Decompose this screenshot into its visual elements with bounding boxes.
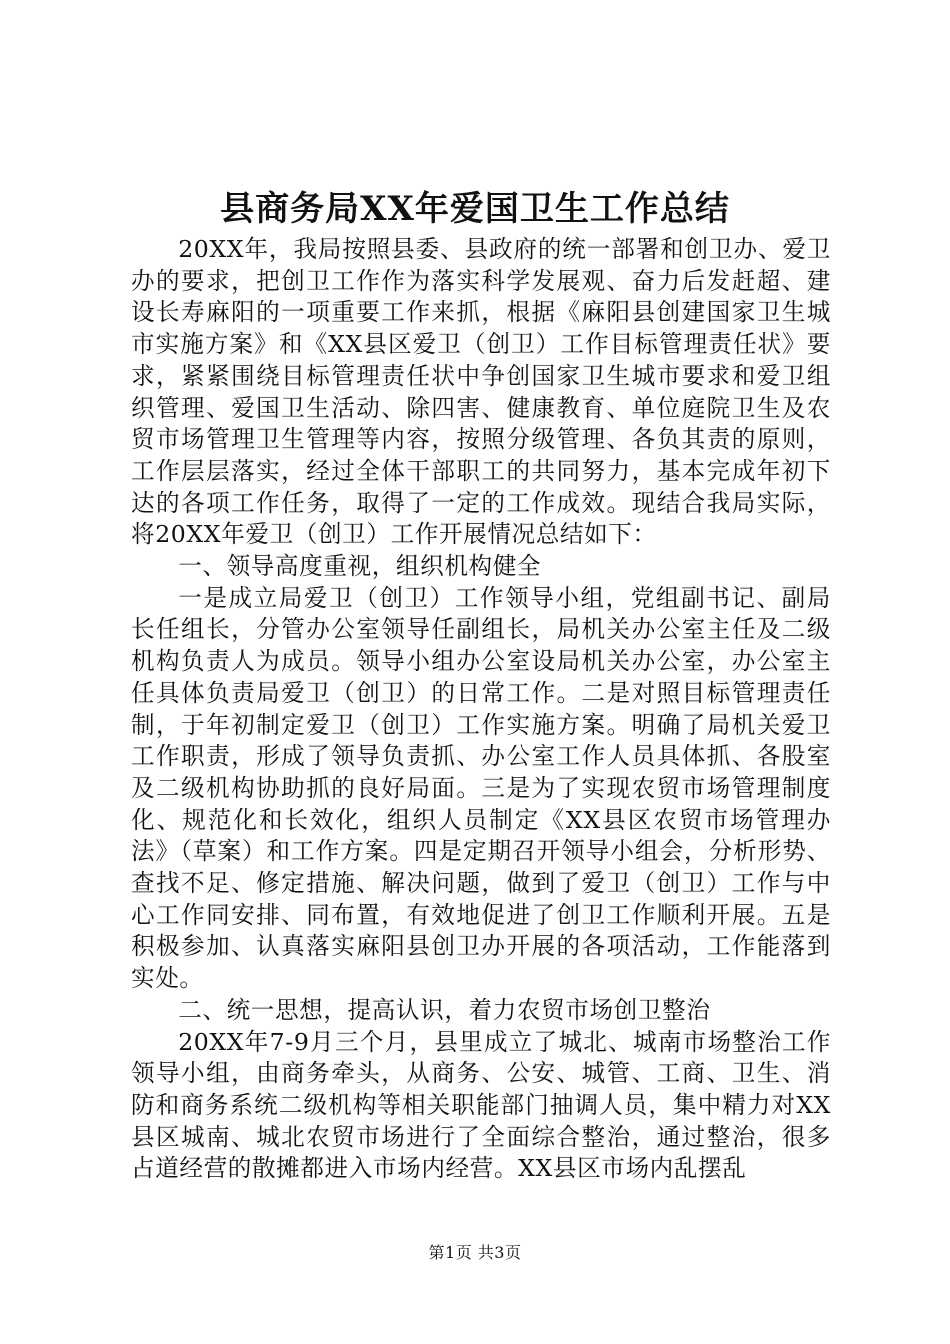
section-heading-2: 二、统一思想，提高认识，着力农贸市场创卫整治 — [178, 995, 711, 1024]
paragraph-intro: 20XX年，我局按照县委、县政府的统一部署和创卫办、爱卫办的要求，把创卫工作作为落实科学发展观、奋力后发赶超、建设长寿麻阳的一项重要工作来抓，根据《麻阳县创建国家卫生城市实施方案》和《XX县区爱卫（创卫）工作目标管理责任状》要求，紧紧围绕目标管理责任状中争创国家卫生城市要求和爱卫组织管理、爱国卫生活动、除四害、健康教育、单位庭院卫生及农贸市场管理卫生管理等内容，按照分级管理、各负其责的原则，工作层层落实，经过全体干部职工的共同努力，基本完成年初下达的各项工作任务，取得了一定的工作成效。现结合我局实际，将20XX年爱卫（创卫）工作开展情况总结如下： — [131, 235, 831, 549]
paragraph-section-2: 20XX年7-9月三个月，县里成立了城北、城南市场整治工作领导小组，由商务牵头，从商务、公安、城管、工商、卫生、消防和商务系统二级机构等相关职能部门抽调人员，集中精力对XX县区城南、城北农贸市场进行了全面综合整治，通过整治，很多占道经营的散摊都进入市场内经营。XX县区市场内乱摆乱 — [131, 1027, 831, 1183]
document-title: 县商务局XX年爱国卫生工作总结 — [220, 189, 730, 229]
page-footer: 第1页 共3页 — [428, 1243, 522, 1262]
paragraph-section-1: 一是成立局爱卫（创卫）工作领导小组，党组副书记、副局长任组长，分管办公室领导任副组长，局机关办公室主任及二级机构负责人为成员。领导小组办公室设局机关办公室，办公室主任具体负责局爱卫（创卫）的日常工作。二是对照目标管理责任制，于年初制定爱卫（创卫）工作实施方案。明确了局机关爱卫工作职责，形成了领导负责抓、办公室工作人员具体抓、各股室及二级机构协助抓的良好局面。三是为了实现农贸市场管理制度化、规范化和长效化，组织人员制定《XX县区农贸市场管理办法》（草案）和工作方案。四是定期召开领导小组会，分析形势、查找不足、修定措施、解决问题，做到了爱卫（创卫）工作与中心工作同安排、同布置，有效地促进了创卫工作顺利开展。五是积极参加、认真落实麻阳县创卫办开展的各项活动，工作能落到实处。 — [131, 583, 831, 993]
document-body — [131, 234, 831, 1185]
section-heading-1: 一、领导高度重视，组织机构健全 — [178, 552, 542, 581]
